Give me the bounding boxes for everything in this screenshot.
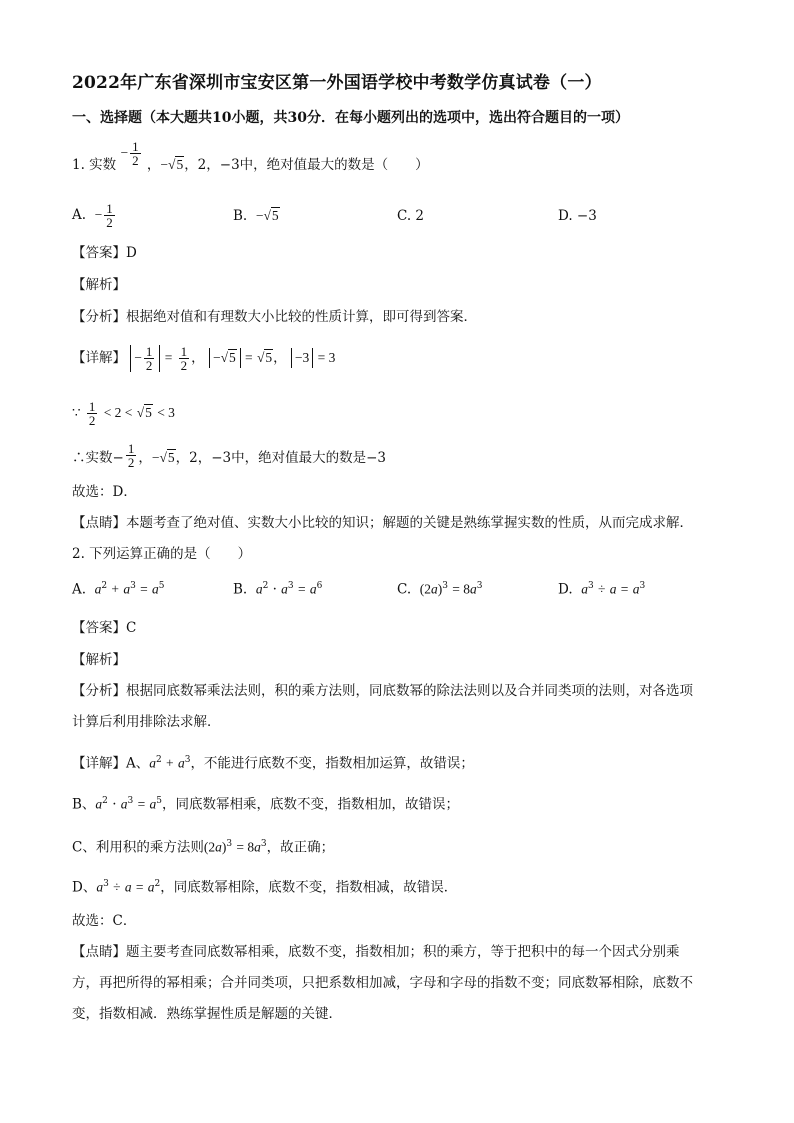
q2-option-b: B. $a^2 \cdot a^3 = a^6$ [233, 581, 323, 598]
q1-option-d: D. −3 [558, 208, 597, 224]
paper-title: 2022年广东省深圳市宝安区第一外国语学校中考数学仿真试卷（一） [72, 73, 602, 93]
q2-detail-a: 【详解】A、$a^2 + a^3$，不能进行底数不变，指数相加运算，故错误； [72, 755, 474, 772]
q2-option-c: C. $(2a)^3 = 8a^3$ [397, 581, 483, 598]
sqrt-expression: √5 [168, 157, 184, 172]
q1-because: ∵ $\frac{1}{2}$ < 2 < √5 < 3 [72, 399, 175, 428]
absolute-value: − $\frac{1}{2}$ [130, 345, 160, 372]
q1-therefore: ∴实数− $\frac{1}{2}$ ，−√5，2，−3中，绝对值最大的数是−3 [72, 441, 386, 470]
q1-jiexi: 【解析】 [72, 277, 126, 293]
fraction: $\frac{1}{2}$ [106, 201, 113, 230]
q2-option-d: D. $a^3 \div a = a^3$ [558, 581, 646, 598]
absolute-value: −3 [291, 348, 313, 368]
q1-option-b: B. −√5 [233, 208, 279, 224]
q1-comment: 【点睛】本题考查了绝对值、实数大小比较的知识；解题的关键是熟练掌握实数的性质，从而完成求解． [72, 515, 693, 531]
fraction: $\frac{1}{2}$ [132, 139, 139, 168]
q2-answer: 【答案】C [72, 620, 137, 636]
section-heading: 一、选择题（本大题共10小题，共30分．在每小题列出的选项中，选出符合题目的一项） [72, 110, 629, 126]
q1-stem: 1. 实数 − $\frac{1}{2}$ ，−√5，2，−3中，绝对值最大的数是（ ） [72, 139, 429, 173]
q2-detail-b: B、$a^2 \cdot a^3 = a^5$，同底数幂相乘，底数不变，指数相加，故错误； [72, 796, 459, 813]
q2-choose: 故选：C． [72, 913, 137, 929]
q2-option-a: A. $a^2 + a^3 = a^5$ [72, 581, 165, 598]
q2-stem: 2. 下列运算正确的是（ ） [72, 546, 252, 562]
q1-option-c: C. 2 [397, 208, 425, 224]
q2-comment-line3: 变，指数相减．熟练掌握性质是解题的关键． [72, 1006, 342, 1022]
q2-detail-d: D、$a^3 \div a = a^2$，同底数幂相除，底数不变，指数相减，故错误． [72, 879, 458, 896]
q2-comment-line2: 方，再把所得的幂相乘；合并同类项，只把系数相加减，字母和字母的指数不变；同底数幂相除，底数不 [72, 975, 693, 991]
sqrt-expression: √5 [263, 208, 279, 223]
q1-answer: 【答案】D [72, 245, 137, 261]
q2-jiexi: 【解析】 [72, 652, 126, 668]
q1-choose: 故选：D． [72, 484, 137, 500]
q2-comment-line1: 【点睛】题主要考查同底数幂相乘，底数不变，指数相加；积的乘方，等于把积中的每一个因式分别乘 [72, 944, 680, 960]
q2-detail-c: C、利用积的乘方法则$(2a)^3 = 8a^3$，故正确； [72, 839, 335, 856]
absolute-value: −√5 [209, 348, 241, 368]
fraction: $\frac{1}{2}$ [180, 344, 188, 373]
q2-analysis-line2: 计算后利用排除法求解． [72, 714, 221, 730]
q2-analysis-line1: 【分析】根据同底数幂乘法法则，积的乘方法则，同底数幂的除法法则以及合并同类项的法则，对各选项 [72, 683, 693, 699]
q1-detail: 【详解】 − $\frac{1}{2}$ = $\frac{1}{2}$ ， −√5 = √5， −3 = 3 [72, 344, 336, 373]
q1-analysis: 【分析】根据绝对值和有理数大小比较的性质计算，即可得到答案． [72, 309, 477, 325]
q1-option-a: A. − $\frac{1}{2}$ [72, 201, 113, 230]
